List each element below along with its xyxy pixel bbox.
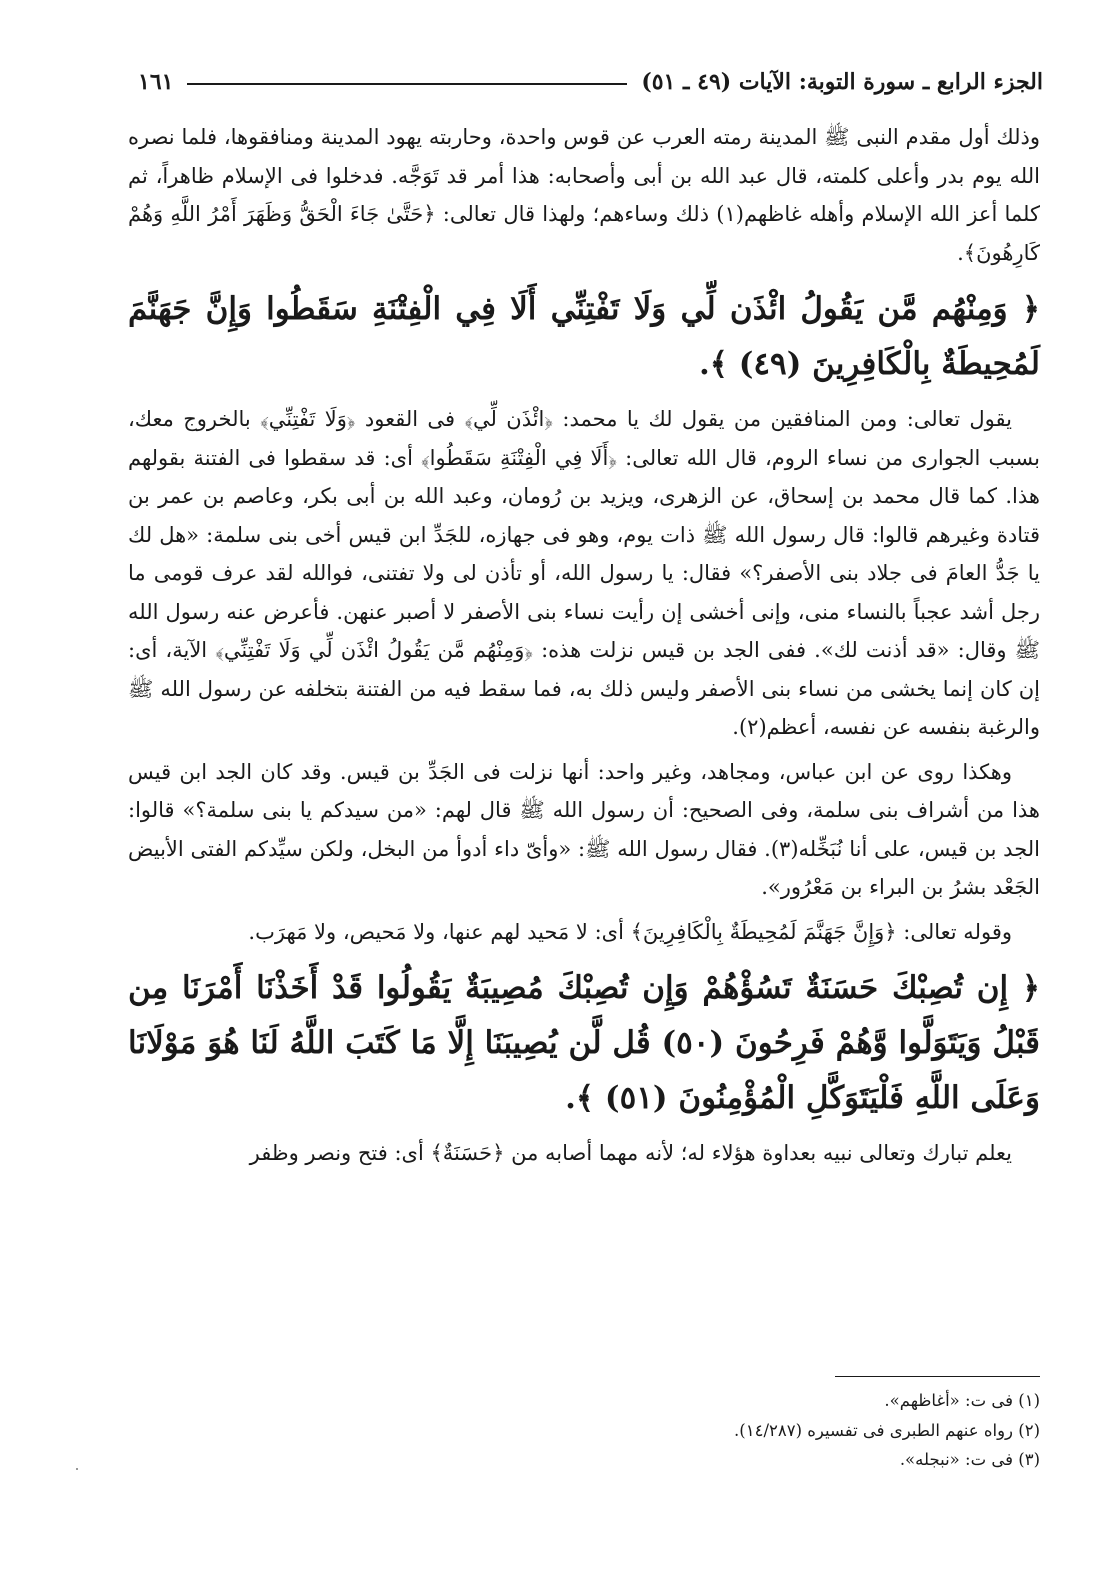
footnote: (١) فى ت: «أغاظهم». (884, 1391, 1040, 1410)
commentary-paragraph: وهكذا روى عن ابن عباس، ومجاهد، وغير واحد: أنها نزلت فى الجَدِّ بن قيس. وقد كان الجد ابن قيس هذا من أشراف بنى سلمة، وفى الصحيح: أن رسول الله ﷺ قال لهم: «من سيدكم يا بنى سلمة؟» قالوا: الجد بن قيس، على أنا نُبَخِّله(٣). فقال رسول الله ﷺ: «وأىّ داء أدوأ من البخل، ولكن سيِّدكم الفتى الأبيض الجَعْد بشرُ بن البراء بن مَعْرُور». (128, 759, 1040, 899)
header-rule (187, 83, 627, 85)
page-body (128, 118, 1040, 1173)
quran-verse-50-51: ﴿ إِن تُصِبْكَ حَسَنَةٌ تَسُؤْهُمْ وَإِن تُصِبْكَ مُصِيبَةٌ يَقُولُوا قَدْ أَخَذْنَا أَمْرَنَا مِن قَبْلُ وَيَتَوَلَّوا وَّهُمْ فَرِحُونَ (٥٠) قُل لَّن يُصِيبَنَا إِلَّا مَا كَتَبَ اللَّهُ لَنَا هُوَ مَوْلَانَا وَعَلَى اللَّهِ فَلْيَتَوَكَّلِ الْمُؤْمِنُونَ (٥١) ﴾. (128, 970, 1040, 1116)
commentary-paragraph: وقوله تعالى: ﴿وَإِنَّ جَهَنَّمَ لَمُحِيطَةٌ بِالْكَافِرِينَ﴾ أى: لا مَحيد لهم عنها، ولا مَحيص، ولا مَهرَب. (248, 919, 1012, 944)
page-number: ١٦١ (138, 69, 174, 95)
footnotes (128, 1386, 1040, 1475)
footnote: (٣) فى ت: «نبجله». (899, 1450, 1040, 1469)
header-title: الجزء الرابع ـ سورة التوبة: الآيات (٤٩ ـ ٥١) (641, 69, 1043, 95)
commentary-paragraph: يعلم تبارك وتعالى نبيه بعداوة هؤلاء له؛ لأنه مهما أصابه من ﴿حَسَنَةٌ﴾ أى: فتح ونصر وظفر (249, 1141, 1012, 1165)
scan-speck (76, 1468, 78, 1470)
commentary-paragraph: وذلك أول مقدم النبى ﷺ المدينة رمته العرب عن قوس واحدة، وحاربته يهود المدينة ومنافقوها، فلما نصره الله يوم بدر وأعلى كلمته، قال عبد الله بن أبى وأصحابه: هذا أمر قد تَوَجَّه. فدخلوا فى الإسلام ظاهراً، ثم كلما أعز الله الإسلام وأهله غاظهم(١) ذلك وساءهم؛ ولهذا قال تعالى: ﴿حَتَّىٰ جَاءَ الْحَقُّ وَظَهَرَ أَمْرُ اللَّهِ وَهُمْ كَارِهُونَ﴾. (128, 125, 1041, 265)
footnote-separator (835, 1376, 1040, 1377)
quran-verse-49: ﴿ وَمِنْهُم مَّن يَقُولُ ائْذَن لِّي وَلَا تَفْتِنِّي أَلَا فِي الْفِتْنَةِ سَقَطُوا وَإِنَّ جَهَنَّمَ لَمُحِيطَةٌ بِالْكَافِرِينَ (٤٩) ﴾. (128, 291, 1040, 382)
running-header (138, 62, 1043, 102)
footnote: (٢) رواه عنهم الطبرى فى تفسيره (١٤/٢٨٧). (734, 1420, 1040, 1440)
commentary-paragraph: يقول تعالى: ومن المنافقين من يقول لك يا محمد: ﴿ائْذَن لِّي﴾ فى القعود ﴿وَلَا تَفْتِنِّي﴾ بالخروج معك، بسبب الجوارى من نساء الروم، قال الله تعالى: ﴿أَلَا فِي الْفِتْنَةِ سَقَطُوا﴾ أى: قد سقطوا فى الفتنة بقولهم هذا. كما قال محمد بن إسحاق، عن الزهرى، ويزيد بن رُومان، وعبد الله بن أبى بكر، وعاصم بن عمر بن قتادة وغيرهم قالوا: قال رسول الله ﷺ ذات يوم، وهو فى جهازه، للجَدِّ ابن قيس أخى بنى سلمة: «هل لك يا جَدُّ العامَ فى جلاد بنى الأصفر؟» فقال: يا رسول الله، أو تأذن لى ولا تفتنى، فوالله لقد عرف قومى ما رجل أشد عجباً بالنساء منى، وإنى أخشى إن رأيت نساء بنى الأصفر لا أصبر عنهن. فأعرض عنه رسول الله ﷺ وقال: «قد أذنت لك». ففى الجد بن قيس نزلت هذه: ﴿وَمِنْهُم مَّن يَقُولُ ائْذَن لِّي وَلَا تَفْتِنِّي﴾ الآية، أى: إن كان إنما يخشى من نساء بنى الأصفر وليس ذلك به، فما سقط فيه من الفتنة بتخلفه عن رسول الله ﷺ والرغبة بنفسه عن نفسه، أعظم(٢). (128, 407, 1040, 739)
